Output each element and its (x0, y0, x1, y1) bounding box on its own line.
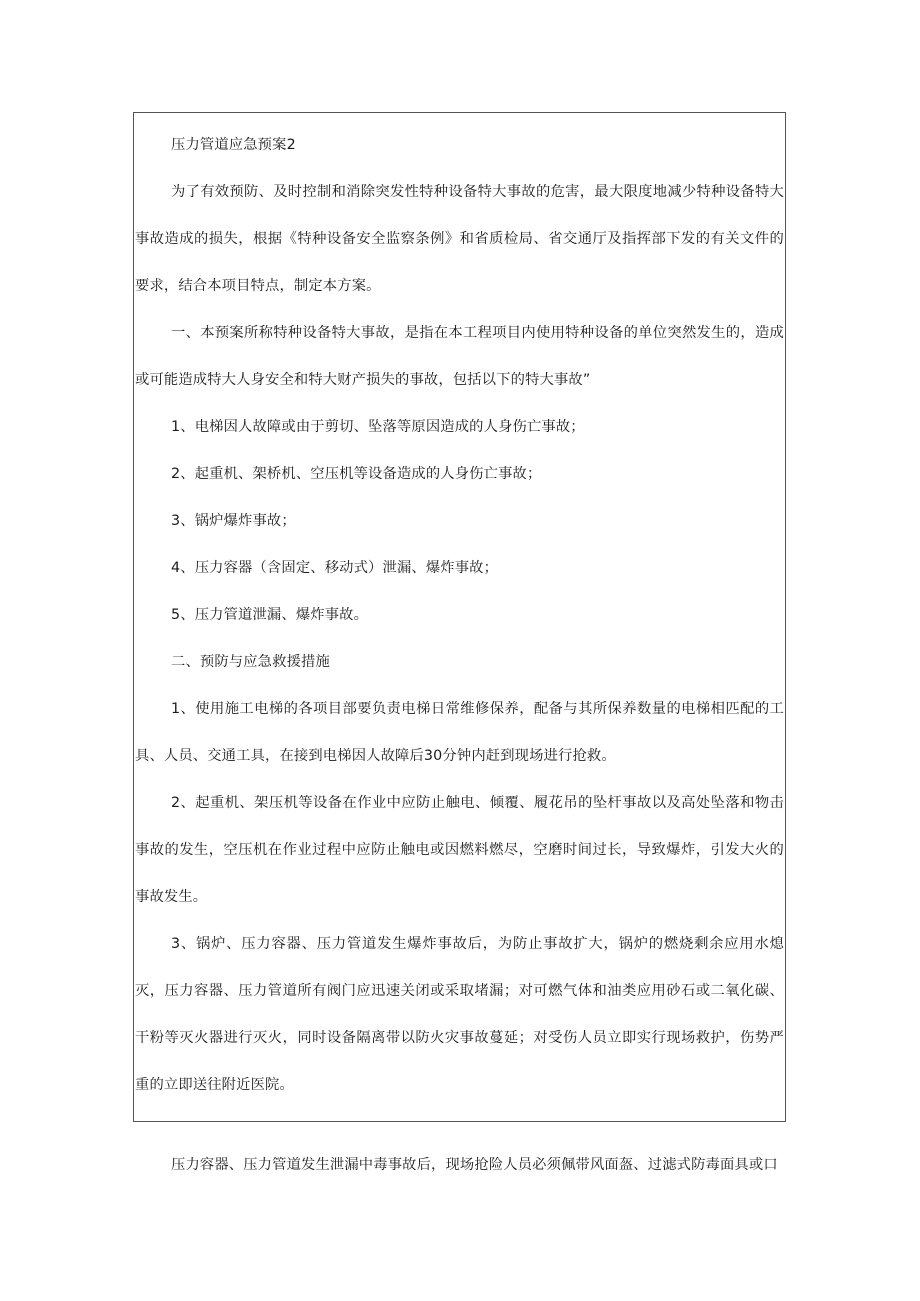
list-item-pressure-pipe: 5、压力管道泄漏、爆炸事故。 (171, 607, 369, 623)
paragraph-purpose: 为了有效预防、及时控制和消除突发性特种设备特大事故的危害，最大限度地减少特种设备特大事故造成的损失，根据《特种设备安全监察条例》和省质检局、省交通厅及指挥部下发的有关文件的要求，结合本项目特点，制定本方案。 (135, 184, 784, 294)
list-item-crane: 2、起重机、架桥机、空压机等设备造成的人身伤亡事故； (171, 466, 542, 482)
document-title: 压力管道应急预案2 (171, 137, 296, 153)
section-heading-2: 二、预防与应急救援措施 (171, 654, 330, 670)
list-item-pressure-vessel: 4、压力容器（含固定、移动式）泄漏、爆炸事故； (171, 560, 499, 576)
continuation-text (133, 1142, 786, 1189)
list-item-boiler: 3、锅炉爆炸事故； (171, 513, 296, 529)
list-item-elevator: 1、电梯因人故障或由于剪切、坠落等原因造成的人身伤亡事故； (171, 419, 585, 435)
measure-elevator: 1、使用施工电梯的各项目部要负责电梯日常维修保养，配备与其所保养数量的电梯相匹配的工具、人员、交通工具，在接到电梯因人故障后30分钟内赶到现场进行抢救。 (135, 701, 784, 764)
paragraph-section-1: 一、本预案所称特种设备特大事故，是指在本工程项目内使用特种设备的单位突然发生的，造成或可能造成特大人身安全和特大财产损失的事故，包括以下的特大事故” (135, 325, 784, 388)
measure-boiler: 3、锅炉、压力容器、压力管道发生爆炸事故后，为防止事故扩大，锅炉的燃烧剩余应用水熄灭，压力容器、压力管道所有阀门应迅速关闭或采取堵漏；对可燃气体和油类应用砂石或二氧化碳、干粉等灭火器进行灭火，同时设备隔离带以防火灾事故蔓延；对受伤人员立即实行现场救护，伤势严重的立即送往附近医院。 (135, 936, 784, 1093)
document-body (133, 112, 786, 1109)
measure-crane: 2、起重机、架压机等设备在作业中应防止触电、倾覆、履花吊的坠杆事故以及高处坠落和物击事故的发生，空压机在作业过程中应防止触电或因燃料燃尽，空磨时间过长，导致爆炸，引发大火的事故发生。 (135, 795, 784, 905)
paragraph-leak: 压力容器、压力管道发生泄漏中毒事故后，现场抢险人员必须佩带风面盔、过滤式防毒面具或口 (171, 1157, 778, 1173)
